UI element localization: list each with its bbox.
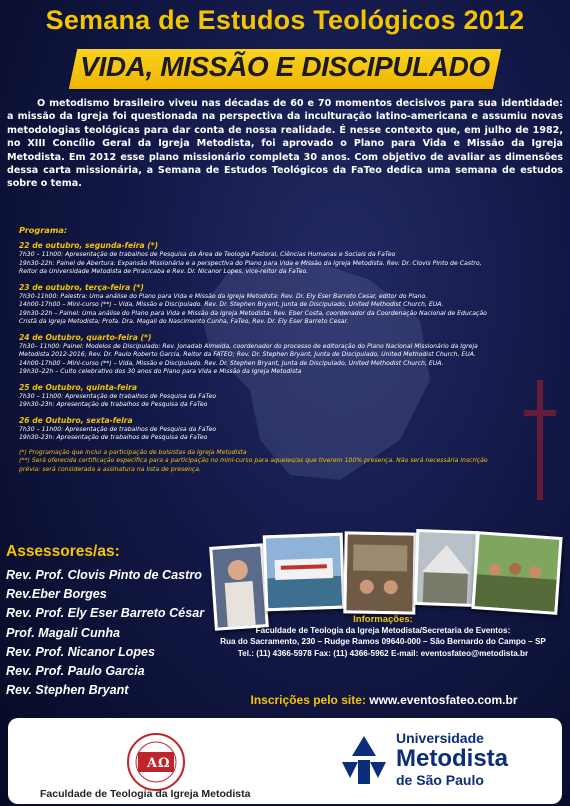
assessor-name: Rev. Prof. Nicanor Lopes	[6, 644, 156, 659]
program-day	[19, 416, 559, 443]
photo-group	[471, 531, 562, 615]
page-title: Semana de Estudos Teológicos 2012	[45, 5, 525, 35]
day-date: 25 de Outubro, quinta-feira	[19, 382, 137, 392]
svg-text:A: A	[147, 756, 158, 771]
assessores-list	[6, 566, 204, 700]
program-line: 7h30 – 11h00: Apresentação de trabalhos de Pesquisa da FaTeo	[19, 425, 217, 433]
assessor-name: Rev. Stephen Bryant	[6, 683, 129, 698]
registration-line	[198, 693, 570, 707]
note-line: (*) Programação que inclui a participação de bolsistas da Igreja Metodista	[19, 448, 247, 456]
program-line: 19h30-23h: Apresentação de trabalhos de Pesquisa da FaTeo	[19, 434, 208, 441]
assessor-name: Rev.Eber Borges	[6, 587, 107, 602]
program-line: 7h30-11h00: Palestra: Uma análise do Plano para Vida e Missão da Igreja Metodista: Rev. Dr. Ely Eser Barreto Cesar, editor do Plano.	[19, 292, 428, 300]
program-day	[19, 241, 559, 277]
info-line: Faculdade de Teologia da Igreja Metodista/Secretaria de Eventos:	[255, 626, 511, 635]
program-line: 19h30-22h – Painel: Uma análise do Plano para Vida e Missão da Igreja Metodista: Rev. Eber Costa, coordenador da Coordenação Nacional de Educação	[19, 309, 487, 317]
program-line: 7h30 – 11h00: Apresentação de trabalhos de Pesquisa da FaTeo	[19, 392, 217, 400]
subtitle-text: VIDA, MISSÃO E DISCIPULADO	[80, 51, 490, 82]
program-line: 19h30–22h – Culto celebrativo dos 30 anos do Plano para Vida e Missão da Igreja Metodista	[19, 368, 302, 375]
registration-site-link[interactable]: www.eventosfateo.com.br	[369, 693, 518, 707]
metodista-logo-icon	[336, 732, 392, 788]
registration-label: Inscrições pelo site:	[250, 693, 366, 707]
day-date: 23 de outubro, terça-feira (*)	[19, 282, 144, 292]
program-line: 7h30– 11h00: Painel: Modelos de Discipulado: Rev. Jonadab Almeida, coordenador do processo de editoração do Plano Nacional Missionário da Igreja	[19, 342, 478, 350]
assessor-name: Rev. Prof. Clovis Pinto de Castro	[6, 568, 202, 582]
assessor-name: Rev. Prof. Paulo Garcia	[6, 664, 145, 679]
assessores-heading: Assessores/as:	[6, 543, 120, 560]
info-line: Tel.: (11) 4366-5978 Fax: (11) 4366-5962 E-mail: eventosfateo@metodista.br	[237, 648, 529, 658]
svg-text:Ω: Ω	[158, 756, 170, 771]
photo-classroom	[343, 531, 416, 614]
um-line1: Universidade	[396, 730, 484, 746]
metodista-wordmark	[396, 730, 508, 788]
um-line3: de São Paulo	[396, 772, 484, 788]
program-day	[19, 333, 559, 377]
program-line: 14h00-17h00 – Mini-curso (**) – Vida, Missão e Discipulado. Rev. Dr. Stephen Bryant, Junta de Discipulado, United Methodist Church, EUA.	[19, 359, 444, 367]
program-notes	[19, 449, 559, 475]
assessor-name: Prof. Magali Cunha	[6, 625, 121, 640]
photo-boat	[263, 533, 346, 612]
program-line: Cristã da Igreja Metodista; Profa. Dra. Magali do Nascimento Cunha, FaTeo, Rev. Dr. Ely Eser Barreto Cesar.	[19, 318, 349, 325]
program-section	[19, 225, 559, 474]
intro-paragraph: O metodismo brasileiro viveu nas décadas de 60 e 70 momentos decisivos para sua identidade: a missão da Igreja foi questionada na perspectiva da inculturação latino-americana e assumiu novas metodologias teológicas para dar conta de nossa realidade. É nesse contexto que, em julho de 1982, no XIII Concílio Geral da Igreja Metodista, foi aprovado o Plano para Vida e Missão da Igreja Metodista. Em 2012 esse plano missionário completa 30 anos. Com objetivo de avaliar as dimensões dessa carta missionária, a Semana de Estudos Teológicos da FaTeo dedica uma semana de estudos sobre o tema.	[7, 98, 563, 190]
day-date: 22 de outubro, segunda-feira (*)	[19, 241, 159, 250]
day-date: 24 de Outubro, quarto-feira (*)	[19, 332, 152, 342]
note-line: (**) Será oferecida certificação específica para a participação no mini-curso para aqueles/as que tiverem 100% presença. Não será necessária inscrição	[19, 457, 488, 464]
program-line: Metodista 2012-2016; Rev. Dr. Paulo Roberto Garcia, Reitor da FATEO; Rev. Dr. Stephen Bryant, Junta de Discipulado, United Methodist Church, EUA.	[19, 351, 476, 358]
fateo-seal-icon	[126, 732, 186, 792]
program-day	[19, 283, 559, 327]
program-line: 7h30 – 11h00: Apresentação de trabalhos de Pesquisa da Área de Teologia Pastoral, Ciências Humanas e Sociais da FaTeo	[19, 251, 396, 258]
program-line: Reitor da Universidade Metodista de Piracicaba e Rev. Dr. Nicanor Lopes, vice-reitor da FaTeo.	[19, 268, 309, 275]
day-date: 26 de Outubro, sexta-feira	[19, 415, 133, 425]
info-block	[198, 614, 568, 659]
assessor-name: Rev. Prof. Ely Eser Barreto César	[6, 606, 205, 621]
program-line: 19h30-22h: Painel de Abertura: Expansão Missionária e a perspectiva do Plano para Vida e Missão da Igreja Metodista. Rev. Dr. Clovis Pinto de Castro,	[19, 259, 482, 267]
photo-tent	[414, 529, 479, 607]
footer	[8, 718, 562, 804]
program-line: 14h00-17h00 – Mini-curso (**) – Vida, Missão e Discipulado. Rev. Dr. Stephen Bryant, Junta de Discipulado, United Methodist Church, EUA.	[19, 301, 444, 308]
info-heading: Informações:	[353, 614, 413, 625]
um-line2: Metodista	[396, 745, 509, 772]
program-line: 19h30-23h: Apresentação de trabalhos de Pesquisa da FaTeo	[19, 401, 208, 408]
program-heading: Programa:	[19, 225, 68, 235]
note-line: prévia: será considerada a assinatura na lista de presença.	[19, 465, 201, 473]
info-line: Rua do Sacramento, 230 – Rudge Ramos 09640-000 – São Bernardo do Campo – SP	[220, 637, 546, 647]
program-day	[19, 383, 559, 410]
fateo-name: Faculdade de Teologia da Igreja Metodista	[40, 788, 251, 800]
